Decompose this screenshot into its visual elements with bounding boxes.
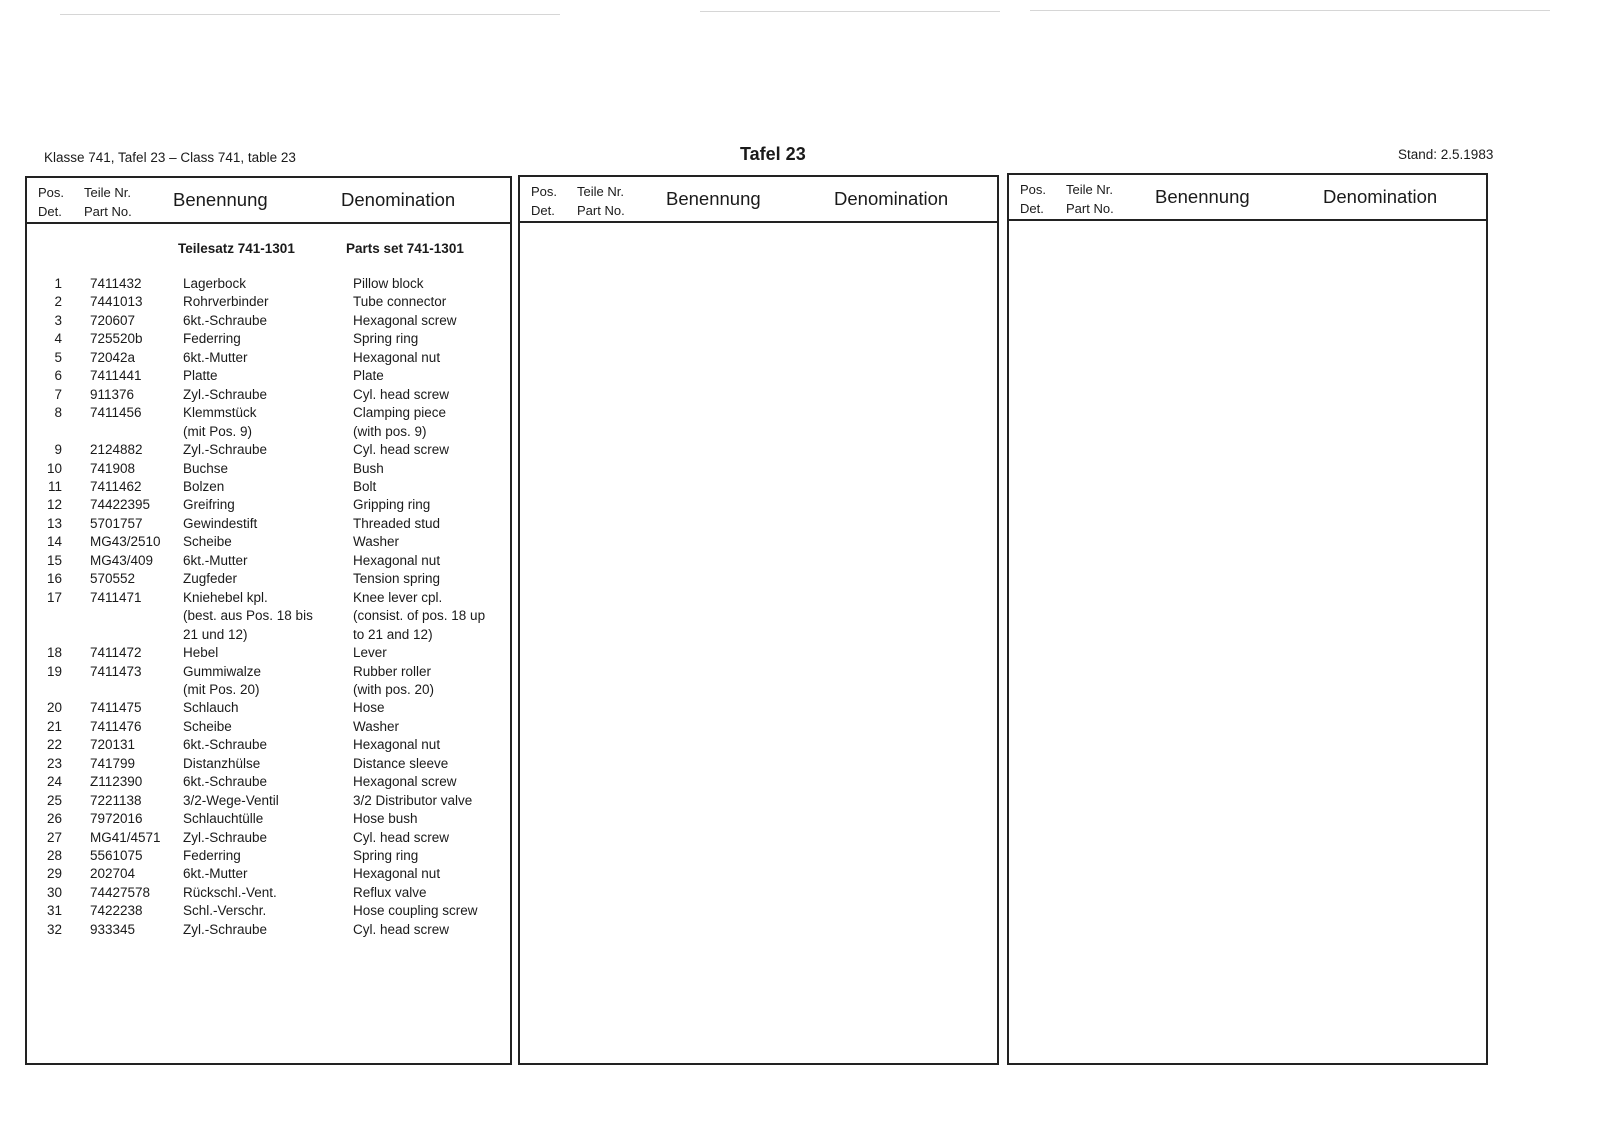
denomination-column-header: Denomination bbox=[341, 189, 456, 210]
denomination-text: Spring ring bbox=[353, 331, 419, 347]
part-number: 2124882 bbox=[90, 442, 143, 457]
part-number: 725520b bbox=[90, 331, 143, 347]
pos-column-header: Pos. Det. bbox=[531, 184, 558, 218]
benennung-column-header: Benennung bbox=[666, 188, 761, 209]
scan-artifact-line bbox=[1030, 10, 1550, 11]
denomination-column-header: Denomination bbox=[1323, 186, 1438, 207]
part-number: 7411462 bbox=[90, 478, 142, 494]
denomination-text: Hexagonal nut bbox=[353, 349, 441, 365]
part-number: MG41/4571 bbox=[90, 829, 161, 845]
part-number: 7411471 bbox=[90, 589, 142, 605]
position-number: 1 bbox=[54, 276, 62, 291]
position-number: 8 bbox=[54, 405, 62, 421]
page-title: Tafel 23 bbox=[740, 144, 806, 164]
denomination-text: Hexagonal screw bbox=[353, 312, 457, 328]
denomination-text: Cyl. head screw bbox=[353, 829, 450, 845]
panel-header bbox=[1009, 175, 1486, 221]
position-number: 30 bbox=[46, 884, 62, 900]
position-number: 11 bbox=[47, 478, 62, 494]
benennung-text: Kniehebel kpl. bbox=[183, 589, 268, 605]
position-number: 24 bbox=[46, 774, 62, 790]
benennung-text: (mit Pos. 20) bbox=[183, 681, 260, 697]
benennung-text: 6kt.-Schraube bbox=[183, 774, 268, 790]
part-number: MG43/2510 bbox=[90, 534, 161, 550]
denomination-text: Hose coupling screw bbox=[353, 903, 478, 919]
denomination-text: Distance sleeve bbox=[353, 755, 449, 771]
benennung-text: Distanzhülse bbox=[183, 755, 261, 771]
parts-panel-3 bbox=[1007, 173, 1488, 1065]
benennung-text: 6kt.-Schraube bbox=[183, 312, 268, 328]
position-number: 13 bbox=[46, 515, 62, 531]
class-table-label: Klasse 741, Tafel 23 – Class 741, table 23 bbox=[44, 150, 296, 165]
denomination-text: Cyl. head screw bbox=[353, 442, 450, 457]
benennung-text: Schlauch bbox=[183, 700, 239, 716]
part-number: 7972016 bbox=[90, 811, 143, 826]
part-number: 7411441 bbox=[90, 368, 142, 384]
part-number: 911376 bbox=[90, 386, 135, 402]
position-number: 10 bbox=[46, 460, 62, 476]
denomination-text: Knee lever cpl. bbox=[353, 589, 443, 605]
benennung-text: (mit Pos. 9) bbox=[183, 423, 253, 439]
part-number: 7411472 bbox=[90, 645, 142, 660]
benennung-text: Federring bbox=[183, 847, 241, 863]
part-number: 72042a bbox=[90, 349, 136, 365]
pos-column-header: Pos. Det. bbox=[38, 185, 65, 219]
benennung-column-header: Benennung bbox=[173, 189, 268, 210]
benennung-column-header: Benennung bbox=[1155, 186, 1250, 207]
position-number: 15 bbox=[46, 552, 62, 568]
parts-set-title-de: Teilesatz 741-1301 bbox=[178, 241, 295, 256]
panel-header bbox=[27, 178, 510, 224]
parts-set-title-en: Parts set 741-1301 bbox=[346, 241, 464, 256]
position-number: 2 bbox=[54, 294, 62, 310]
denomination-text: Pillow block bbox=[353, 276, 424, 291]
position-number: 20 bbox=[46, 700, 62, 716]
benennung-text: Zyl.-Schraube bbox=[183, 386, 268, 402]
benennung-text: Scheibe bbox=[183, 718, 232, 734]
denomination-text: Bush bbox=[353, 460, 384, 476]
position-number: 3 bbox=[54, 312, 62, 328]
denomination-text: Bolt bbox=[353, 478, 377, 494]
position-number: 26 bbox=[46, 811, 62, 826]
denomination-text: Spring ring bbox=[353, 847, 419, 863]
panel-header bbox=[520, 177, 997, 223]
denomination-text: Cyl. head screw bbox=[353, 386, 450, 402]
benennung-text: Federring bbox=[183, 331, 241, 347]
denomination-text: (with pos. 20) bbox=[353, 681, 435, 697]
position-number: 29 bbox=[46, 866, 62, 882]
benennung-text: Schl.-Verschr. bbox=[183, 903, 267, 919]
part-number: MG43/409 bbox=[90, 552, 154, 568]
benennung-text: 6kt.-Mutter bbox=[183, 866, 248, 882]
denomination-text: Clamping piece bbox=[353, 405, 447, 421]
benennung-text: 3/2-Wege-Ventil bbox=[183, 792, 279, 808]
denomination-text: Rubber roller bbox=[353, 663, 432, 679]
benennung-text: Klemmstück bbox=[183, 405, 257, 421]
benennung-text: Hebel bbox=[183, 645, 219, 660]
denomination-text: Hexagonal nut bbox=[353, 552, 441, 568]
benennung-text: 6kt.-Mutter bbox=[183, 552, 248, 568]
benennung-text: 21 und 12) bbox=[183, 626, 248, 642]
denomination-column-header: Denomination bbox=[834, 188, 949, 209]
benennung-text: 6kt.-Schraube bbox=[183, 737, 268, 753]
denomination-text: Hose bush bbox=[353, 811, 418, 826]
benennung-text: Platte bbox=[183, 368, 218, 384]
benennung-text: Zyl.-Schraube bbox=[183, 921, 268, 937]
part-number: 741799 bbox=[90, 755, 136, 771]
position-number: 18 bbox=[46, 645, 62, 660]
denomination-text: Hexagonal nut bbox=[353, 737, 441, 753]
benennung-text: Buchse bbox=[183, 460, 229, 476]
benennung-text: Zugfeder bbox=[183, 571, 238, 587]
position-number: 28 bbox=[46, 847, 62, 863]
part-number-column-header: Teile Nr. Part No. bbox=[577, 184, 625, 218]
part-number: 202704 bbox=[90, 866, 136, 882]
denomination-text: to 21 and 12) bbox=[353, 626, 433, 642]
benennung-text: Bolzen bbox=[183, 478, 225, 494]
part-number: 7422238 bbox=[90, 903, 143, 919]
position-number: 22 bbox=[46, 737, 62, 753]
position-number: 19 bbox=[46, 663, 62, 679]
benennung-text: Rohrverbinder bbox=[183, 294, 269, 310]
benennung-text: (best. aus Pos. 18 bis bbox=[183, 608, 313, 624]
denomination-text: Hose bbox=[353, 700, 385, 716]
position-number: 25 bbox=[46, 792, 62, 808]
position-number: 9 bbox=[54, 442, 62, 457]
denomination-text: Tension spring bbox=[353, 571, 441, 587]
position-number: 21 bbox=[46, 718, 62, 734]
part-number: 74422395 bbox=[90, 497, 151, 513]
benennung-text: Gummiwalze bbox=[183, 663, 262, 679]
part-number: 7221138 bbox=[90, 792, 142, 808]
benennung-text: Zyl.-Schraube bbox=[183, 442, 268, 457]
denomination-text: (with pos. 9) bbox=[353, 423, 427, 439]
denomination-text: (consist. of pos. 18 up bbox=[353, 608, 486, 624]
denomination-text: Hexagonal nut bbox=[353, 866, 441, 882]
benennung-text: Lagerbock bbox=[183, 276, 247, 291]
position-number: 5 bbox=[54, 349, 62, 365]
part-number: 7411456 bbox=[90, 405, 142, 421]
scan-artifact-line bbox=[60, 14, 560, 15]
position-number: 14 bbox=[46, 534, 62, 550]
position-number: 17 bbox=[46, 589, 62, 605]
denomination-text: Threaded stud bbox=[353, 515, 441, 531]
benennung-text: Greifring bbox=[183, 497, 235, 513]
part-number: 74427578 bbox=[90, 884, 151, 900]
benennung-text: Schlauchtülle bbox=[183, 811, 264, 826]
benennung-text: Scheibe bbox=[183, 534, 232, 550]
part-number: 720607 bbox=[90, 312, 136, 328]
part-number: 720131 bbox=[90, 737, 136, 753]
part-number: 5561075 bbox=[90, 847, 143, 863]
denomination-text: Washer bbox=[353, 534, 400, 550]
position-number: 4 bbox=[54, 331, 62, 347]
denomination-text: Washer bbox=[353, 718, 400, 734]
scan-artifact-line bbox=[700, 11, 1000, 12]
part-number: 7411476 bbox=[90, 718, 142, 734]
denomination-text: Gripping ring bbox=[353, 497, 431, 513]
denomination-text: 3/2 Distributor valve bbox=[353, 792, 473, 808]
position-number: 6 bbox=[54, 368, 62, 384]
benennung-text: 6kt.-Mutter bbox=[183, 349, 248, 365]
part-number-column-header: Teile Nr. Part No. bbox=[84, 185, 132, 219]
position-number: 23 bbox=[46, 755, 62, 771]
part-number: 570552 bbox=[90, 571, 136, 587]
denomination-text: Reflux valve bbox=[353, 884, 427, 900]
denomination-text: Hexagonal screw bbox=[353, 774, 457, 790]
part-number: 7411432 bbox=[90, 276, 142, 291]
part-number: 7411475 bbox=[90, 700, 142, 716]
parts-panel-2 bbox=[518, 175, 999, 1065]
benennung-text: Rückschl.-Vent. bbox=[183, 884, 277, 900]
position-number: 32 bbox=[46, 921, 62, 937]
position-number: 16 bbox=[46, 571, 62, 587]
pos-column-header: Pos. Det. bbox=[1020, 182, 1047, 216]
position-number: 7 bbox=[54, 386, 62, 402]
part-number-column-header: Teile Nr. Part No. bbox=[1066, 182, 1114, 216]
part-number: 5701757 bbox=[90, 515, 143, 531]
denomination-text: Cyl. head screw bbox=[353, 921, 450, 937]
benennung-text: Zyl.-Schraube bbox=[183, 829, 268, 845]
position-number: 31 bbox=[46, 903, 62, 919]
revision-date: Stand: 2.5.1983 bbox=[1398, 147, 1494, 162]
part-number: 933345 bbox=[90, 921, 136, 937]
benennung-text: Gewindestift bbox=[183, 515, 258, 531]
part-number: 7441013 bbox=[90, 294, 143, 310]
part-number: 741908 bbox=[90, 460, 136, 476]
denomination-text: Lever bbox=[353, 645, 387, 660]
part-number: 7411473 bbox=[90, 663, 142, 679]
denomination-text: Plate bbox=[353, 368, 384, 384]
denomination-text: Tube connector bbox=[353, 294, 447, 310]
part-number: Z112390 bbox=[90, 774, 143, 790]
position-number: 27 bbox=[46, 829, 62, 845]
position-number: 12 bbox=[46, 497, 62, 513]
